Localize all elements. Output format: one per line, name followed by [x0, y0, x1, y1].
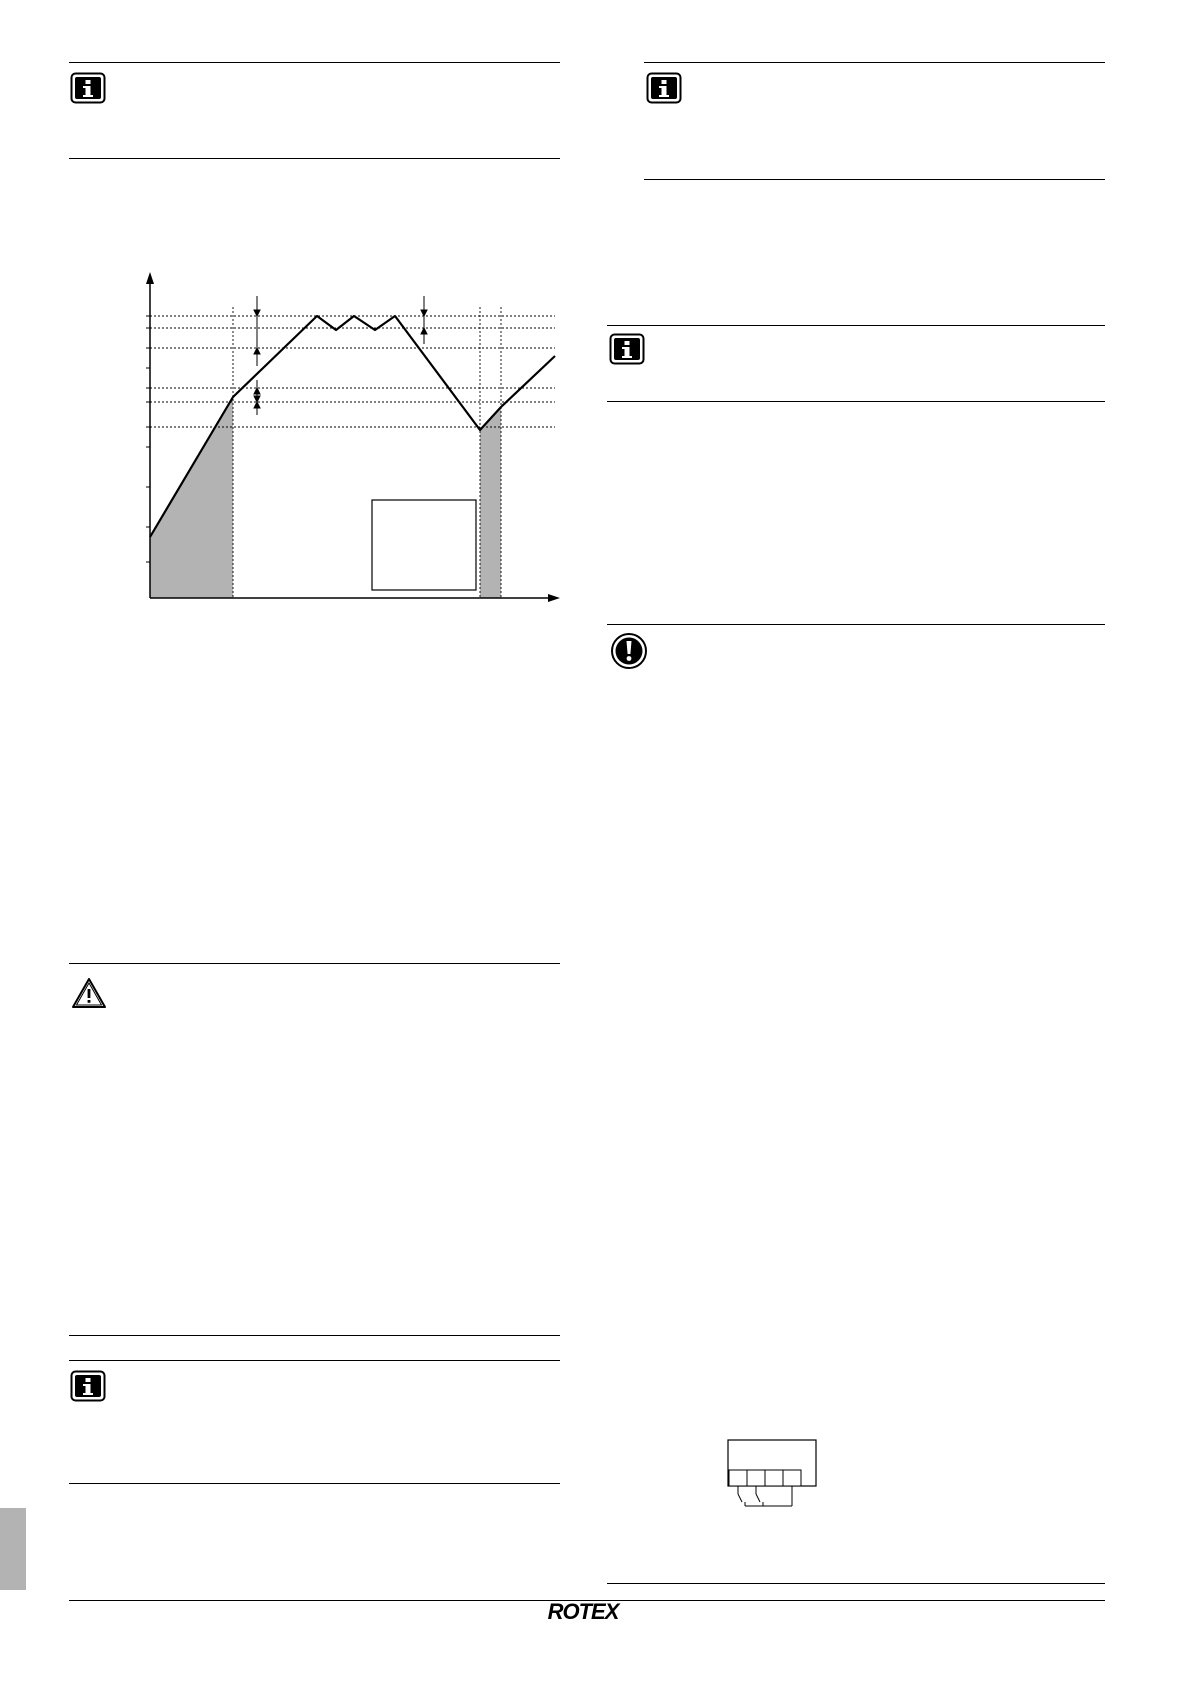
- wiring-diagram: [722, 1430, 822, 1510]
- legend-box: [372, 500, 476, 590]
- temperature-profile-chart: [140, 262, 560, 612]
- section-rule: [607, 1583, 1105, 1584]
- info-icon: [70, 1370, 106, 1402]
- x-axis-arrow: [548, 594, 560, 602]
- notice-bottom-rule: [644, 179, 1105, 180]
- shaded-zone-end: [480, 407, 501, 598]
- svg-text:ROTEX: ROTEX: [547, 1599, 619, 1623]
- exclamation-circle-icon: [610, 632, 648, 670]
- notice-top-rule: [69, 963, 560, 964]
- notice-top-rule: [69, 62, 560, 63]
- y-axis-arrow: [146, 272, 154, 284]
- notice-top-rule: [69, 1360, 560, 1361]
- dimension-arrows: [254, 296, 427, 415]
- notice-bottom-rule: [69, 158, 560, 159]
- info-icon: [70, 72, 106, 104]
- notice-bottom-rule: [607, 401, 1105, 402]
- notice-top-rule: [607, 624, 1105, 625]
- info-icon: [609, 333, 645, 365]
- side-tab: [0, 1508, 26, 1590]
- notice-bottom-rule: [69, 1483, 560, 1484]
- section-rule: [69, 1335, 560, 1336]
- notice-top-rule: [644, 62, 1105, 63]
- rotex-logo: [542, 1599, 624, 1623]
- warning-triangle-icon: [71, 977, 107, 1009]
- info-icon: [646, 72, 682, 104]
- notice-top-rule: [607, 325, 1105, 326]
